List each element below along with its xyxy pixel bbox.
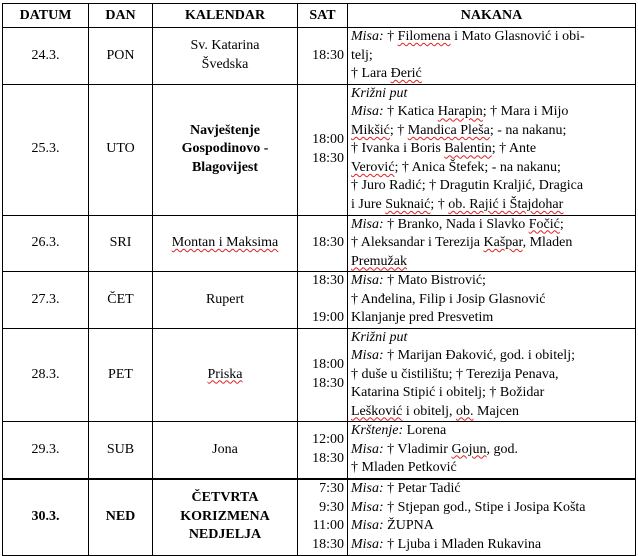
nakana-text: † Mato Bistrović;: [383, 273, 486, 288]
nakana-name: Mikšić: [351, 122, 390, 138]
table-row: [3, 422, 636, 479]
sat-cell: [298, 84, 348, 215]
nakana-text: † Petar Tadić: [383, 481, 461, 496]
nakana-cell: [348, 84, 636, 215]
dan-cell: UTO: [89, 84, 153, 215]
nakana-line: [351, 499, 632, 518]
table-row: [3, 328, 636, 422]
nakana-name: Suknaić: [385, 196, 431, 212]
nakana-text: Lorena: [403, 423, 447, 438]
nakana-name: Kašpar: [483, 235, 523, 250]
nakana-name: Lešković: [351, 403, 403, 419]
nakana-line: [351, 253, 632, 272]
time: 9:30: [319, 499, 344, 515]
nakana-cell: [348, 28, 636, 85]
nakana-text: i Mato Glasnović i obi-: [450, 29, 585, 44]
nakana-text: , Mladen: [522, 235, 573, 250]
nakana-label: Misa:: [351, 29, 384, 44]
kalendar-cell: [153, 215, 298, 272]
nakana-text: † Marijan Đaković, god. i obitelj;: [383, 348, 575, 363]
kalendar-text: Montan i Maksima: [171, 235, 279, 250]
nakana-line: [351, 441, 632, 460]
nakana-text: † Vladimir: [383, 441, 452, 457]
nakana-text: † Ivanka i Boris: [351, 141, 445, 157]
time: 18:30: [312, 273, 344, 288]
sat-cell: [298, 328, 348, 422]
nakana-text: † Lara: [351, 66, 391, 81]
datum-cell: 26.3.: [3, 215, 89, 272]
header-nakana: NAKANA: [348, 4, 636, 28]
nakana-line: [351, 159, 632, 178]
nakana-line: Katarina Stipić i obitelj; † Božidar: [351, 385, 545, 400]
kalendar-line: Sv. Katarina: [190, 38, 260, 54]
kalendar-line: Rupert: [205, 291, 245, 307]
dan-cell: SRI: [89, 215, 153, 272]
header-sat: SAT: [298, 4, 348, 28]
nakana-cell: [348, 215, 636, 272]
kalendar-cell: [153, 272, 298, 329]
nakana-line: [351, 216, 632, 235]
kalendar-line: Jona: [212, 441, 238, 457]
nakana-line: [351, 28, 632, 47]
sat-cell: [298, 28, 348, 85]
kalendar-line: Blagovijest: [191, 159, 259, 175]
time: 18:30: [312, 150, 344, 166]
nakana-line: [351, 272, 632, 291]
nakana-line: [351, 65, 632, 84]
nakana-line: [351, 480, 632, 499]
nakana-line: † duše u čistilištu; † Terezija Penava,: [351, 366, 559, 382]
nakana-text: †: [383, 29, 398, 44]
nakana-label: Misa:: [351, 441, 384, 457]
nakana-label: Misa:: [351, 216, 384, 232]
nakana-label: Misa:: [351, 481, 384, 496]
table-row: [3, 28, 636, 85]
time-gap: [301, 291, 344, 310]
table-row: [3, 215, 636, 272]
nakana-name: ob. Rajić i Štajdohar: [448, 196, 564, 212]
datum-cell: 30.3.: [3, 479, 89, 556]
nakana-label: Misa:: [351, 499, 384, 515]
nakana-name: Verović: [351, 159, 395, 175]
kalendar-line: Švedska: [201, 56, 249, 72]
table-row: [3, 84, 636, 215]
kalendar-line: Gospodinovo -: [181, 141, 269, 157]
nakana-line: [351, 122, 632, 141]
time: 7:30: [319, 481, 344, 496]
nakana-line: [351, 347, 632, 366]
nakana-text: , god.: [486, 441, 518, 457]
datum-cell: 27.3.: [3, 272, 89, 329]
nakana-label: Misa:: [351, 536, 384, 552]
kalendar-cell: [153, 422, 298, 479]
kalendar-line: KORIZMENA: [180, 508, 270, 524]
nakana-line: [351, 536, 632, 555]
nakana-label: Misa:: [351, 518, 384, 533]
datum-cell: 29.3.: [3, 422, 89, 479]
kalendar-cell: [153, 28, 298, 85]
kalendar-cell: [153, 479, 298, 556]
dan-cell: PON: [89, 28, 153, 85]
kalendar-line: NEDJELJA: [188, 527, 262, 543]
nakana-name: ob.: [456, 403, 474, 419]
time: 11:00: [312, 518, 344, 533]
time: 18:30: [312, 536, 344, 552]
kalendar-line: Navještenje: [190, 122, 260, 138]
sat-cell: [298, 215, 348, 272]
time: 18:30: [312, 450, 344, 466]
kalendar-line: [156, 366, 294, 385]
time: 18:30: [312, 47, 344, 63]
kalendar-line: [156, 234, 294, 253]
nakana-line: [351, 140, 632, 159]
nakana-line: † Anđelina, Filip i Josip Glasnović: [351, 291, 546, 307]
kalendar-text: Priska: [207, 366, 243, 382]
nakana-line: [351, 234, 632, 253]
datum-cell: 25.3.: [3, 84, 89, 215]
nakana-text: † Katica: [383, 104, 438, 120]
dan-cell: PET: [89, 328, 153, 422]
nakana-line: † Mladen Petković: [351, 460, 457, 475]
nakana-text: ŽUPNA: [383, 518, 434, 533]
nakana-line: [351, 403, 632, 422]
dan-cell: NED: [89, 479, 153, 556]
nakana-line: [351, 103, 632, 122]
nakana-text: ;: [559, 216, 564, 232]
nakana-text: i Jure: [351, 196, 386, 212]
nakana-name: Premužak: [351, 253, 407, 269]
nakana-text: ; †: [389, 122, 408, 138]
kalendar-cell: [153, 328, 298, 422]
nakana-cell: [348, 479, 636, 556]
nakana-name: Gojun: [451, 441, 487, 457]
nakana-text: Majcen: [473, 403, 519, 419]
nakana-text: † Aleksandar i Terezija: [351, 235, 484, 250]
nakana-cell: [348, 272, 636, 329]
nakana-text: ; - na nakanu;: [489, 122, 567, 138]
nakana-line: [351, 422, 632, 441]
nakana-line: † Juro Radić; † Dragutin Kraljić, Dragica: [351, 178, 584, 194]
nakana-text: † Stjepan god., Stipe i Josipa Košta: [383, 499, 586, 515]
nakana-cell: [348, 422, 636, 479]
sat-cell: [298, 422, 348, 479]
kalendar-cell: [153, 84, 298, 215]
nakana-name: Filomena: [397, 29, 451, 44]
header-row: [3, 4, 636, 28]
nakana-line: telj;: [351, 47, 373, 63]
time: 19:00: [312, 310, 344, 325]
nakana-text: ; † Ante: [491, 141, 537, 157]
nakana-text: † Ljuba i Mladen Rukavina: [383, 536, 542, 552]
sat-cell: [298, 479, 348, 556]
nakana-label: Križni put: [351, 329, 408, 345]
dan-cell: ČET: [89, 272, 153, 329]
time: 18:30: [312, 235, 344, 250]
time: 18:30: [312, 375, 344, 391]
dan-cell: SUB: [89, 422, 153, 479]
time: 18:00: [312, 132, 344, 147]
time: 12:00: [312, 432, 344, 448]
nakana-name: Mandica Pleša: [407, 122, 490, 138]
nakana-label: Misa:: [351, 104, 384, 120]
nakana-text: ; † Mara i Mijo: [482, 104, 569, 120]
header-datum: DATUM: [3, 4, 89, 28]
header-dan: DAN: [89, 4, 153, 28]
nakana-line: Klanjanje pred Presvetim: [351, 310, 494, 325]
nakana-label: Misa:: [351, 273, 384, 288]
nakana-name: Harapin: [437, 104, 483, 120]
table-row: [3, 479, 636, 556]
datum-cell: 24.3.: [3, 28, 89, 85]
header-kalendar: KALENDAR: [153, 4, 298, 28]
nakana-text: † Branko, Nada i Slavko: [383, 216, 529, 232]
datum-cell: 28.3.: [3, 328, 89, 422]
nakana-label: Misa:: [351, 348, 384, 363]
nakana-line: [351, 517, 632, 536]
table-row: [3, 272, 636, 329]
time: 18:00: [312, 357, 344, 373]
nakana-text: ; † Anica Štefek; - na nakanu;: [394, 159, 561, 175]
nakana-name: Fočić: [528, 216, 560, 232]
nakana-label: Krštenje:: [351, 423, 404, 438]
nakana-name: Balentin: [444, 141, 492, 157]
nakana-line: [351, 196, 632, 215]
nakana-name: Đerić: [390, 66, 422, 81]
sat-cell: [298, 272, 348, 329]
schedule-table: [2, 3, 636, 556]
kalendar-line: ČETVRTA: [191, 490, 259, 506]
nakana-text: i obitelj,: [402, 403, 456, 419]
nakana-text: ; †: [430, 196, 449, 212]
nakana-cell: [348, 328, 636, 422]
nakana-label: Križni put: [351, 85, 408, 101]
